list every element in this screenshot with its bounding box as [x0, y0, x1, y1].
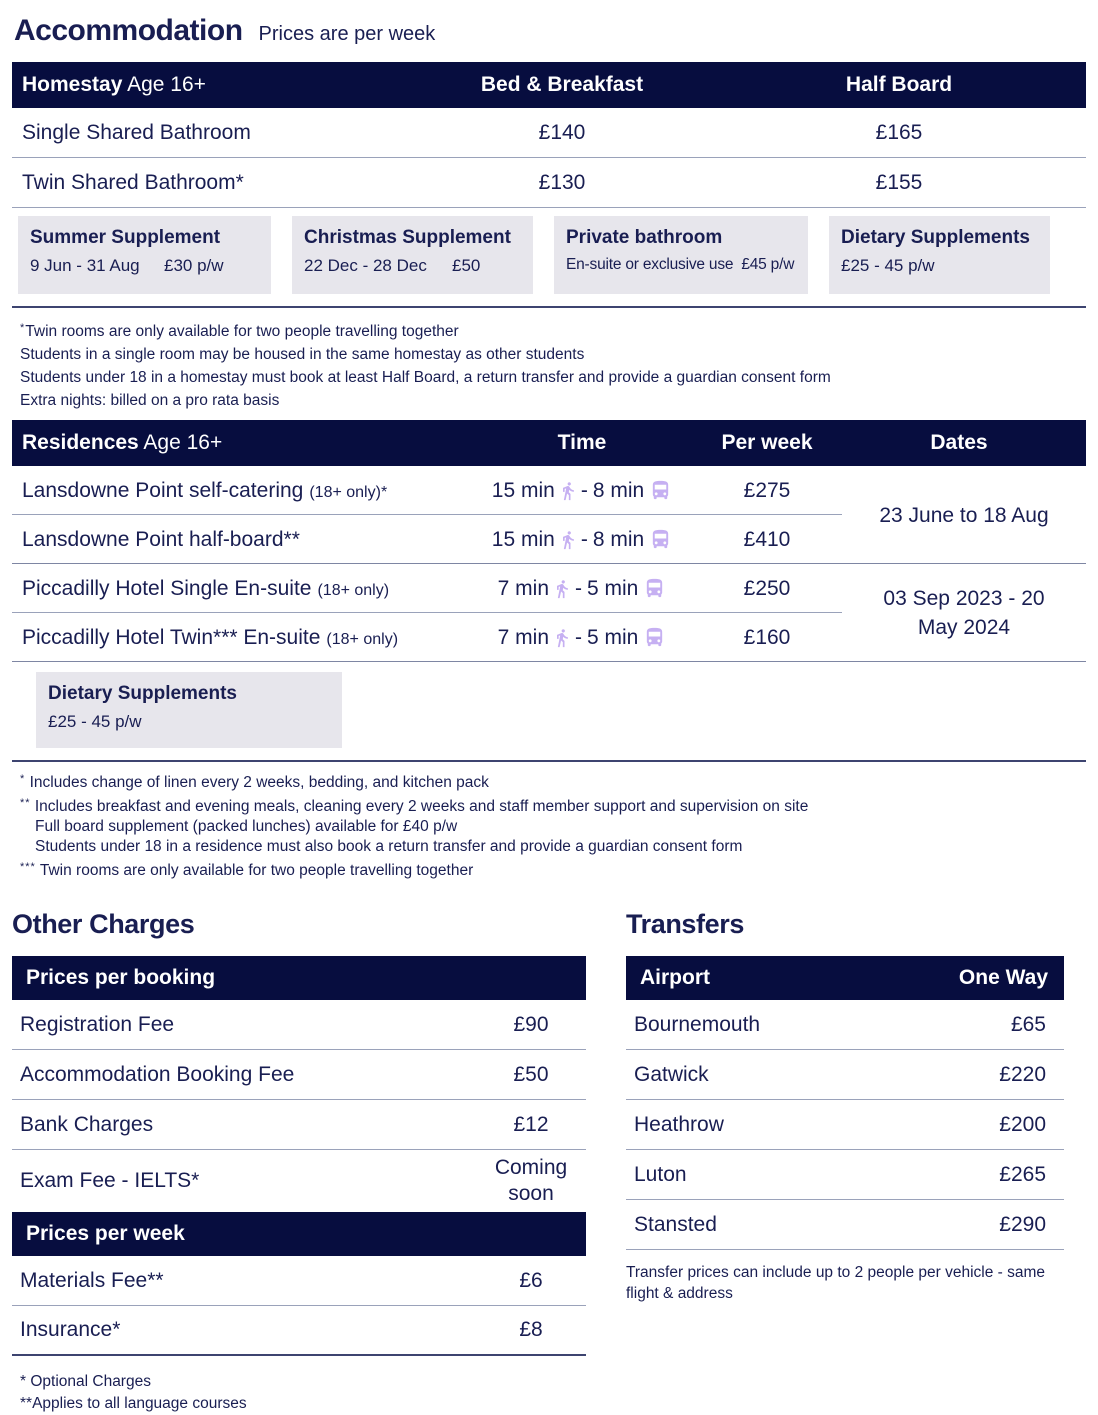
airport-name: Luton [634, 1162, 687, 1186]
bottom-section [12, 909, 1086, 1415]
walking-person-icon [558, 529, 578, 551]
airport-name: Heathrow [634, 1112, 724, 1136]
bus-icon [643, 626, 666, 649]
christmas-supplement-box [292, 216, 533, 294]
airport-name: Bournemouth [634, 1012, 761, 1036]
bus-icon [649, 528, 672, 551]
table-row [12, 108, 1086, 158]
homestay-notes [20, 317, 1098, 412]
price-bb: £130 [538, 170, 586, 194]
transfer-price: £65 [1010, 1012, 1046, 1036]
table-row [12, 1306, 586, 1356]
airport-name: Stansted [634, 1212, 717, 1236]
charge-name: Bank Charges [20, 1112, 154, 1136]
travel-time: 7 min - 5 min [462, 577, 702, 601]
travel-time: 15 min - 8 min [462, 479, 702, 503]
box-title: Summer Supplement [30, 227, 221, 248]
residence-name: Lansdowne Point half-board** [22, 527, 300, 551]
transfers-heading: Transfers [626, 909, 744, 939]
box-title: Private bathroom [566, 227, 723, 248]
note-line: *Twin rooms are only available for two people travelling together [20, 322, 459, 340]
private-bathroom-box [554, 216, 808, 294]
walking-person-icon [558, 480, 578, 502]
box-price: £30 p/w [164, 256, 224, 275]
bus-icon [649, 479, 672, 502]
col-per-week: Per week [721, 431, 813, 454]
table-row [626, 1000, 1064, 1050]
note-line: ** Includes breakfast and evening meals, cleaning every 2 weeks and staff member support and supervision on site [20, 797, 809, 815]
box-price: £25 - 45 p/w [841, 256, 935, 275]
section-divider [12, 760, 1086, 762]
travel-time: 7 min - 5 min [462, 626, 702, 650]
residences-table-body [12, 466, 1086, 662]
table-row [626, 1200, 1064, 1250]
box-price: £25 - 45 p/w [48, 712, 142, 731]
transfer-price: £290 [999, 1212, 1046, 1236]
room-type: Twin Shared Bathroom* [22, 170, 244, 194]
prices-per-booking-header: Prices per booking [12, 956, 586, 1000]
charge-value: £50 [513, 1062, 549, 1086]
table-row [12, 1100, 586, 1150]
page-subtitle: Prices are per week [258, 23, 436, 45]
note-line: * Includes change of linen every 2 weeks, bedding, and kitchen pack [20, 773, 489, 791]
charge-value: £6 [519, 1268, 543, 1292]
homestay-table-header [12, 62, 1086, 108]
residences-table-header [12, 420, 1086, 466]
note-line: Students under 18 in a homestay must book at least Half Board, a return transfer and provide a guardian consent form [20, 369, 831, 386]
table-row [12, 1000, 586, 1050]
table-row [12, 1150, 586, 1212]
section-divider [12, 306, 1086, 308]
table-row [626, 1150, 1064, 1200]
residences-notes [20, 769, 1098, 881]
other-charges-heading: Other Charges [12, 909, 195, 939]
note-line: Extra nights: billed on a pro rata basis [20, 392, 280, 409]
price-per-week: £410 [743, 527, 791, 551]
table-row [12, 1256, 586, 1306]
summer-supplement-box [18, 216, 271, 294]
note-line: **Applies to all language courses [20, 1395, 247, 1412]
col-half-board: Half Board [845, 73, 953, 96]
charge-value: £12 [513, 1112, 549, 1136]
page-title: Accommodation [14, 14, 243, 47]
note-line: *** Twin rooms are only available for two people travelling together [20, 861, 474, 879]
charge-value: Coming soon [494, 1156, 568, 1205]
col-one-way: One Way [958, 966, 1048, 989]
col-dates: Dates [930, 431, 988, 454]
residence-name: Lansdowne Point self-catering (18+ only)* [22, 478, 388, 502]
residences-header-title: Residences Age 16+ [22, 431, 223, 454]
table-row [626, 1050, 1064, 1100]
bus-icon [643, 577, 666, 600]
prices-per-week-header: Prices per week [12, 1212, 586, 1256]
airport-name: Gatwick [634, 1062, 709, 1086]
price-bb: £140 [538, 120, 586, 144]
price-per-week: £250 [743, 576, 791, 600]
price-per-week: £160 [743, 625, 791, 649]
note-line: Students under 18 in a residence must also book a return transfer and provide a guardian consent form [35, 838, 743, 855]
other-charges-notes [20, 1371, 586, 1415]
box-title: Christmas Supplement [304, 227, 511, 248]
price-per-week: £275 [743, 478, 791, 502]
dates-group-summer: 23 June to 18 Aug [879, 503, 1049, 527]
transfers-table-header [626, 956, 1064, 1000]
box-period: 22 Dec - 28 Dec [304, 256, 427, 275]
transfer-price: £265 [999, 1162, 1046, 1186]
table-row [626, 1100, 1064, 1150]
residence-name: Piccadilly Hotel Twin*** En-suite (18+ only) [22, 625, 399, 649]
page-header [0, 0, 1098, 48]
dates-group-winter: 03 Sep 2023 - 20 May 2024 [883, 587, 1045, 639]
transfers-section [626, 909, 1064, 1415]
travel-time: 15 min - 8 min [462, 528, 702, 552]
transfers-note: Transfer prices can include up to 2 people per vehicle - same flight & address [626, 1264, 1046, 1302]
box-price: £50 [452, 256, 481, 275]
box-price: £45 p/w [741, 256, 795, 273]
box-detail: En-suite or exclusive use [566, 256, 734, 273]
table-row [12, 158, 1086, 208]
dietary-supplements-box [829, 216, 1050, 294]
table-row [12, 1050, 586, 1100]
charge-name: Exam Fee - IELTS* [20, 1169, 200, 1192]
note-line: Full board supplement (packed lunches) available for £40 p/w [35, 818, 458, 835]
dietary-supplements-box [36, 672, 342, 748]
charge-name: Accommodation Booking Fee [20, 1062, 295, 1086]
transfer-price: £200 [999, 1112, 1046, 1136]
charge-name: Materials Fee** [20, 1268, 164, 1292]
charge-value: £8 [519, 1318, 543, 1341]
supplement-boxes [12, 216, 1086, 294]
charge-value: £90 [513, 1012, 549, 1036]
residence-name: Piccadilly Hotel Single En-suite (18+ only) [22, 576, 390, 600]
other-charges-section [12, 909, 586, 1415]
walking-person-icon [552, 578, 572, 600]
price-hb: £155 [875, 170, 923, 194]
col-airport: Airport [640, 966, 710, 989]
box-title: Dietary Supplements [841, 227, 1030, 248]
charge-name: Registration Fee [20, 1012, 175, 1036]
homestay-table [12, 62, 1086, 208]
homestay-header-title: Homestay Age 16+ [22, 73, 206, 96]
box-period: 9 Jun - 31 Aug [30, 256, 140, 275]
box-title: Dietary Supplements [48, 683, 237, 704]
price-hb: £165 [875, 120, 923, 144]
residences-table [12, 420, 1086, 748]
walking-person-icon [552, 627, 572, 649]
note-line: * Optional Charges [20, 1373, 151, 1390]
room-type: Single Shared Bathroom [22, 120, 251, 144]
col-bed-breakfast: Bed & Breakfast [480, 73, 644, 96]
col-time: Time [557, 431, 607, 454]
charge-name: Insurance* [20, 1318, 121, 1341]
note-line: Students in a single room may be housed in the same homestay as other students [20, 346, 585, 363]
transfer-price: £220 [999, 1062, 1046, 1086]
